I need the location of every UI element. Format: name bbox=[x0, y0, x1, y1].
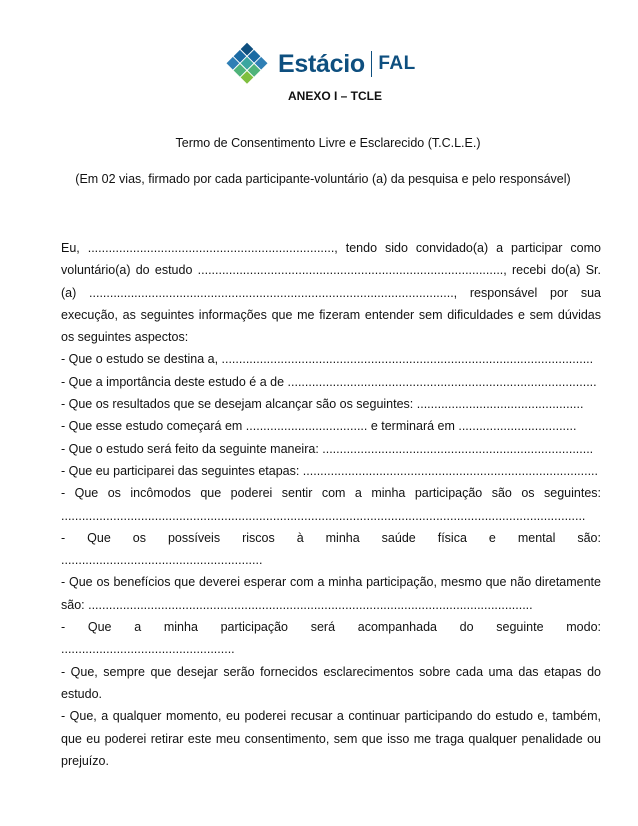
clause-purpose: - Que o estudo se destina a, ........................................................................................................... bbox=[61, 352, 594, 367]
logo-suffix-text: FAL bbox=[378, 53, 416, 74]
clause-follow-up: - Que a minha participação será acompanhada do seguinte modo: .................................................. bbox=[61, 620, 601, 657]
clause-withdrawal: - Que, a qualquer momento, eu poderei recusar a continuar participando do estudo e, também, que eu poderei retirar este meu consentimento, sem que isso me traga qualquer penalidade ou prejuízo. bbox=[61, 709, 601, 768]
intro-paragraph: Eu, ......................................................................., tendo sido convidado(a) a participar como voluntário(a) do estudo ........................................................................................, recebi do(a) Sr.(a) ........................................................................................................., responsável por sua execução, as seguintes informações que me fizeram entender sem dificuldades e sem dúvidas os seguintes aspectos: bbox=[61, 241, 601, 345]
diamond-grid-logo-icon bbox=[224, 41, 270, 87]
clause-importance: - Que a importância deste estudo é a de ......................................................................................... bbox=[61, 374, 597, 389]
document-subtitle: (Em 02 vias, firmado por cada participante-voluntário (a) da pesquisa e pelo responsável) bbox=[75, 172, 571, 186]
logo-separator bbox=[371, 51, 373, 77]
logo-brand-text: Estácio bbox=[278, 49, 365, 78]
clause-clarifications: - Que, sempre que desejar serão fornecidos esclarecimentos sobre cada uma das etapas do estudo. bbox=[61, 664, 601, 701]
clause-benefits: - Que os benefícios que deverei esperar com a minha participação, mesmo que não diretamente são: ................................................................................................................................ bbox=[61, 575, 601, 612]
document-title: Termo de Consentimento Livre e Esclarecido (T.C.L.E.) bbox=[175, 136, 481, 150]
clause-discomforts: - Que os incômodos que poderei sentir com a minha participação são os seguintes: ....................................................................................................................................................... bbox=[61, 486, 601, 523]
clause-method: - Que o estudo será feito da seguinte maneira: .............................................................................. bbox=[61, 441, 594, 456]
clause-dates: - Que esse estudo começará em ................................... e terminará em .................................. bbox=[61, 419, 577, 434]
clause-stages: - Que eu participarei das seguintes etapas: ..................................................................................... bbox=[61, 463, 599, 478]
annex-heading: ANEXO I – TCLE bbox=[287, 89, 382, 103]
clause-risks: - Que os possíveis riscos à minha saúde física e mental são: .......................................................... bbox=[61, 530, 601, 568]
estacio-fal-logo bbox=[224, 40, 416, 88]
clause-results: - Que os resultados que se desejam alcançar são os seguintes: ................................................ bbox=[61, 397, 584, 412]
document-body bbox=[61, 237, 601, 772]
